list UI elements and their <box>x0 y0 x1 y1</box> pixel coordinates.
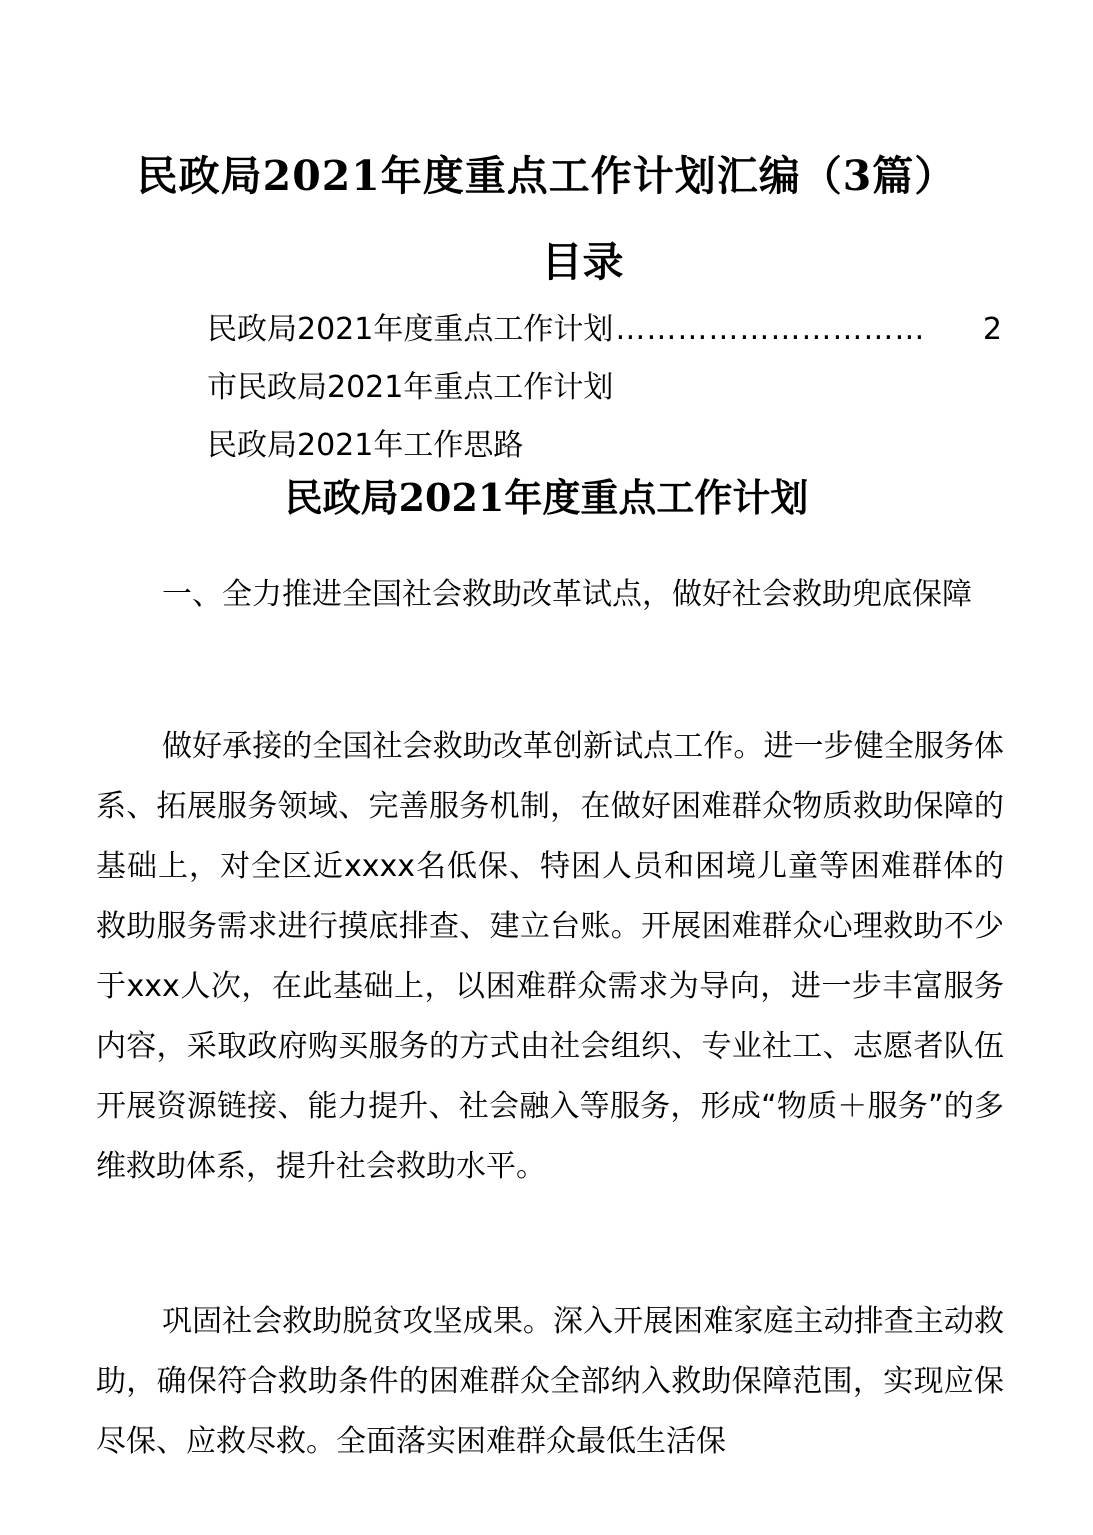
toc-entry-label: 民政局2021年度重点工作计划 <box>207 312 614 347</box>
toc-heading: 目录 <box>541 238 624 286</box>
toc-entry-page: 2 <box>982 312 1002 347</box>
toc-entry-label: 民政局2021年工作思路 <box>207 428 524 463</box>
table-of-contents <box>207 306 1002 480</box>
section-heading: 一、全力推进全国社会救助改革试点，做好社会救助兜底保障 <box>162 577 972 612</box>
toc-entry[interactable] <box>207 364 1002 422</box>
toc-entry[interactable] <box>207 306 1002 364</box>
body-paragraph: 巩固社会救助脱贫攻坚成果。深入开展困难家庭主动排查主动救助，确保符合救助条件的困难群众全部纳入救助保障范围，实现应保尽保、应救尽救。全面落实困难群众最低生活保 <box>96 1304 1004 1459</box>
section-title: 民政局2021年度重点工作计划 <box>284 475 809 520</box>
toc-entry-leader: ………………………… <box>615 312 926 347</box>
body-paragraph: 做好承接的全国社会救助改革创新试点工作。进一步健全服务体系、拓展服务领域、完善服务机制，在做好困难群众物质救助保障的基础上，对全区近xxxx名低保、特困人员和困境儿童等困难群体的救助服务需求进行摸底排查、建立台账。开展困难群众心理救助不少于xxx人次，在此基础上，以困难群众需求为导向，进一步丰富服务内容，采取政府购买服务的方式由社会组织、专业社工、志愿者队伍开展资源链接、能力提升、社会融入等服务，形成“物质＋服务”的多维救助体系，提升社会救助水平。 <box>96 729 1004 1184</box>
toc-entry-label: 市民政局2021年重点工作计划 <box>207 370 614 405</box>
document-title: 民政局2021年度重点工作计划汇编（3篇） <box>136 152 957 200</box>
